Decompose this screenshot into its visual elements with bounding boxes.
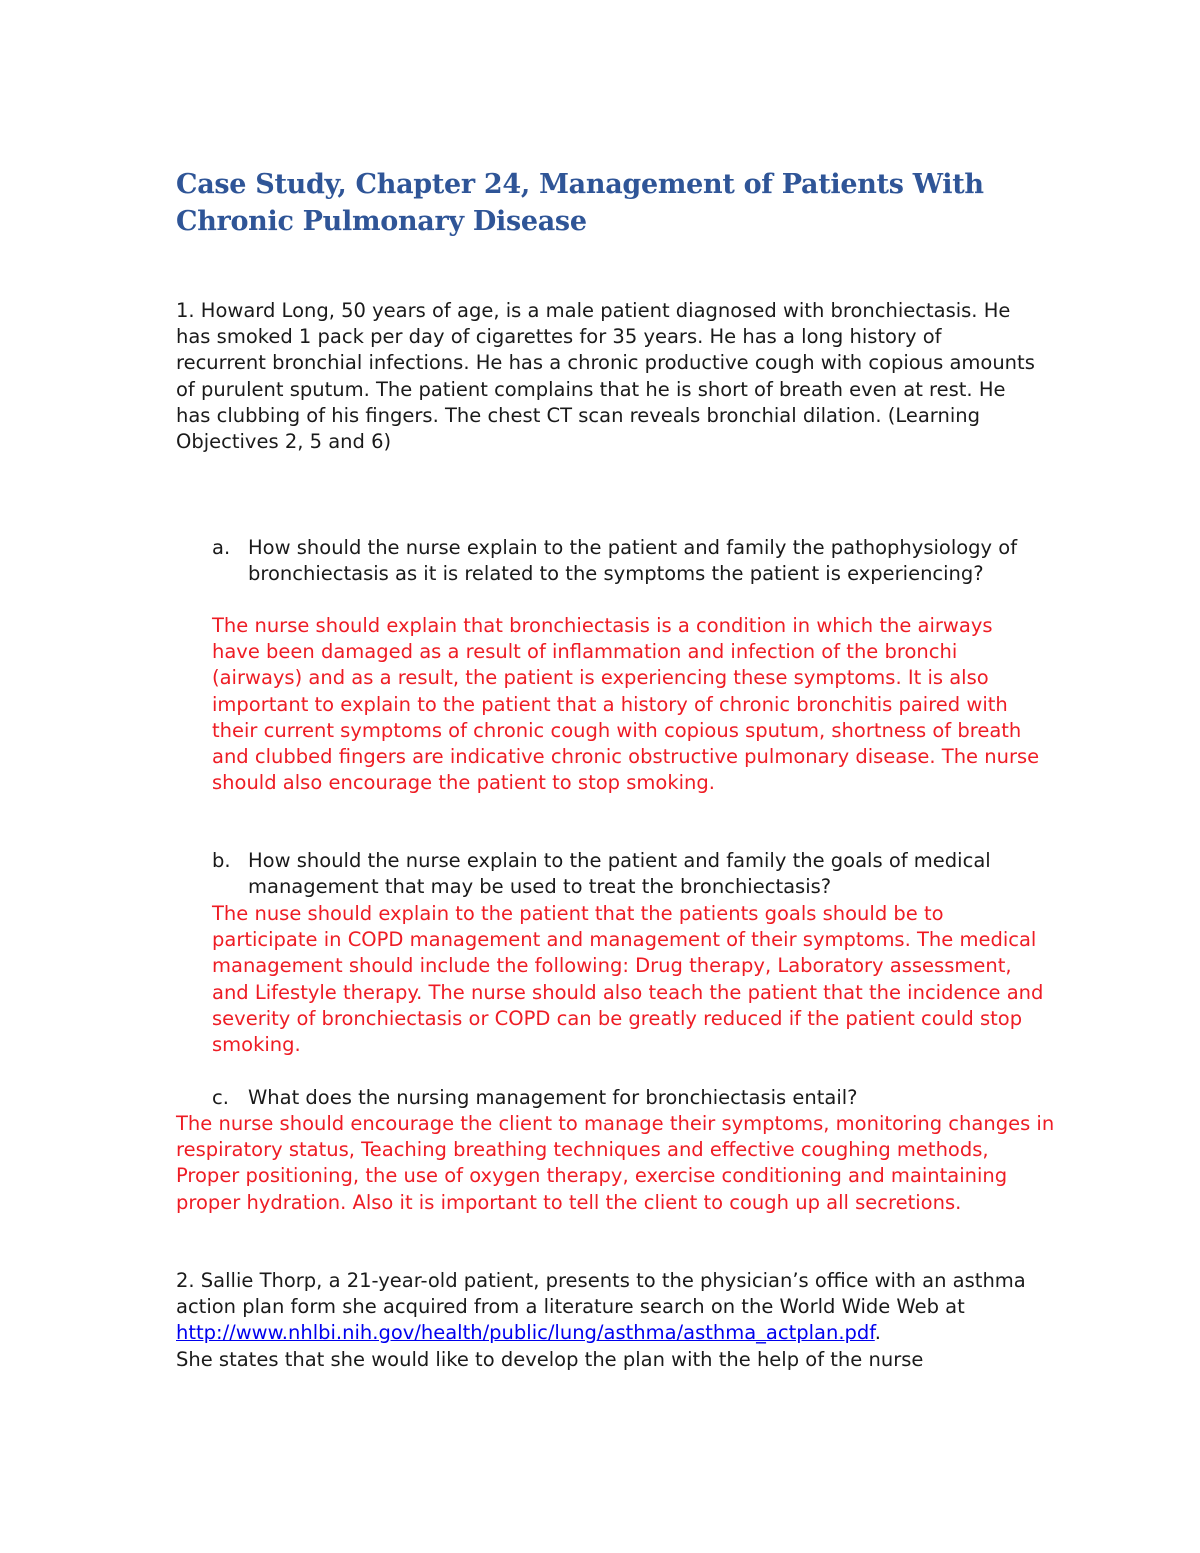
link-suffix: . (874, 1321, 881, 1345)
case-2-intro: 2. Sallie Thorp, a 21-year-old patient, presents to the physician’s office with an asthma action plan form she acquired from a literature search on the World Wide Web at (176, 1269, 1026, 1319)
case-2-continuation: She states that she would like to develop the plan with the help of the nurse (176, 1347, 924, 1371)
question-b-text: How should the nurse explain to the patient and family the goals of medical management that may be used to treat the bronchiectasis? (248, 849, 991, 899)
question-c-text: What does the nursing management for bronchiectasis entail? (248, 1086, 858, 1109)
question-c-marker: c. (212, 1086, 229, 1109)
page-title: Case Study, Chapter 24, Management of Patients With Chronic Pulmonary Disease (176, 169, 984, 237)
question-a (212, 535, 1042, 587)
question-b (212, 848, 1042, 900)
question-c (212, 1085, 1042, 1111)
answer-c: The nurse should encourage the client to manage their symptoms, monitoring changes in respiratory status, Teaching breathing techniques and effective coughing methods, Proper positioning, the use of oxygen therapy, exercise conditioning and maintaining proper hydration. Also it is important to tell the client to cough up all secretions. (176, 1112, 1055, 1214)
answer-a: The nurse should explain that bronchiectasis is a condition in which the airways have been damaged as a result of inflammation and infection of the bronchi (airways) and as a result, the patient is experiencing these symptoms. It is also important to explain to the patient that a history of chronic bronchitis paired with their current symptoms of chronic cough with copious sputum, shortness of breath and clubbed fingers are indicative chronic obstructive pulmonary disease. The nurse should also encourage the patient to stop smoking. (212, 614, 1040, 795)
case-1-intro: 1. Howard Long, 50 years of age, is a male patient diagnosed with bronchiectasis. He has smoked 1 pack per day of cigarettes for 35 years. He has a long history of recurrent bronchial infections. He has a chronic productive cough with copious amounts of purulent sputum. The patient complains that he is short of breath even at rest. He has clubbing of his fingers. The chest CT scan reveals bronchial dilation. (Learning Objectives 2, 5 and 6) (176, 299, 1035, 454)
question-a-marker: a. (212, 536, 231, 559)
question-a-text: How should the nurse explain to the patient and family the pathophysiology of bronchiectasis as it is related to the symptoms the patient is experiencing? (248, 536, 1018, 586)
answer-b: The nuse should explain to the patient that the patients goals should be to participate in COPD management and management of their symptoms. The medical management should include the following: Drug therapy, Laboratory assessment, and Lifestyle therapy. The nurse should also teach the patient that the incidence and severity of bronchiectasis or COPD can be greatly reduced if the patient could stop smoking. (212, 902, 1044, 1057)
asthma-action-plan-link[interactable]: http://www.nhlbi.nih.gov/health/public/lung/asthma/asthma_actplan.pdf (176, 1321, 875, 1345)
question-b-marker: b. (212, 849, 231, 872)
case-2-text (176, 1268, 1056, 1373)
